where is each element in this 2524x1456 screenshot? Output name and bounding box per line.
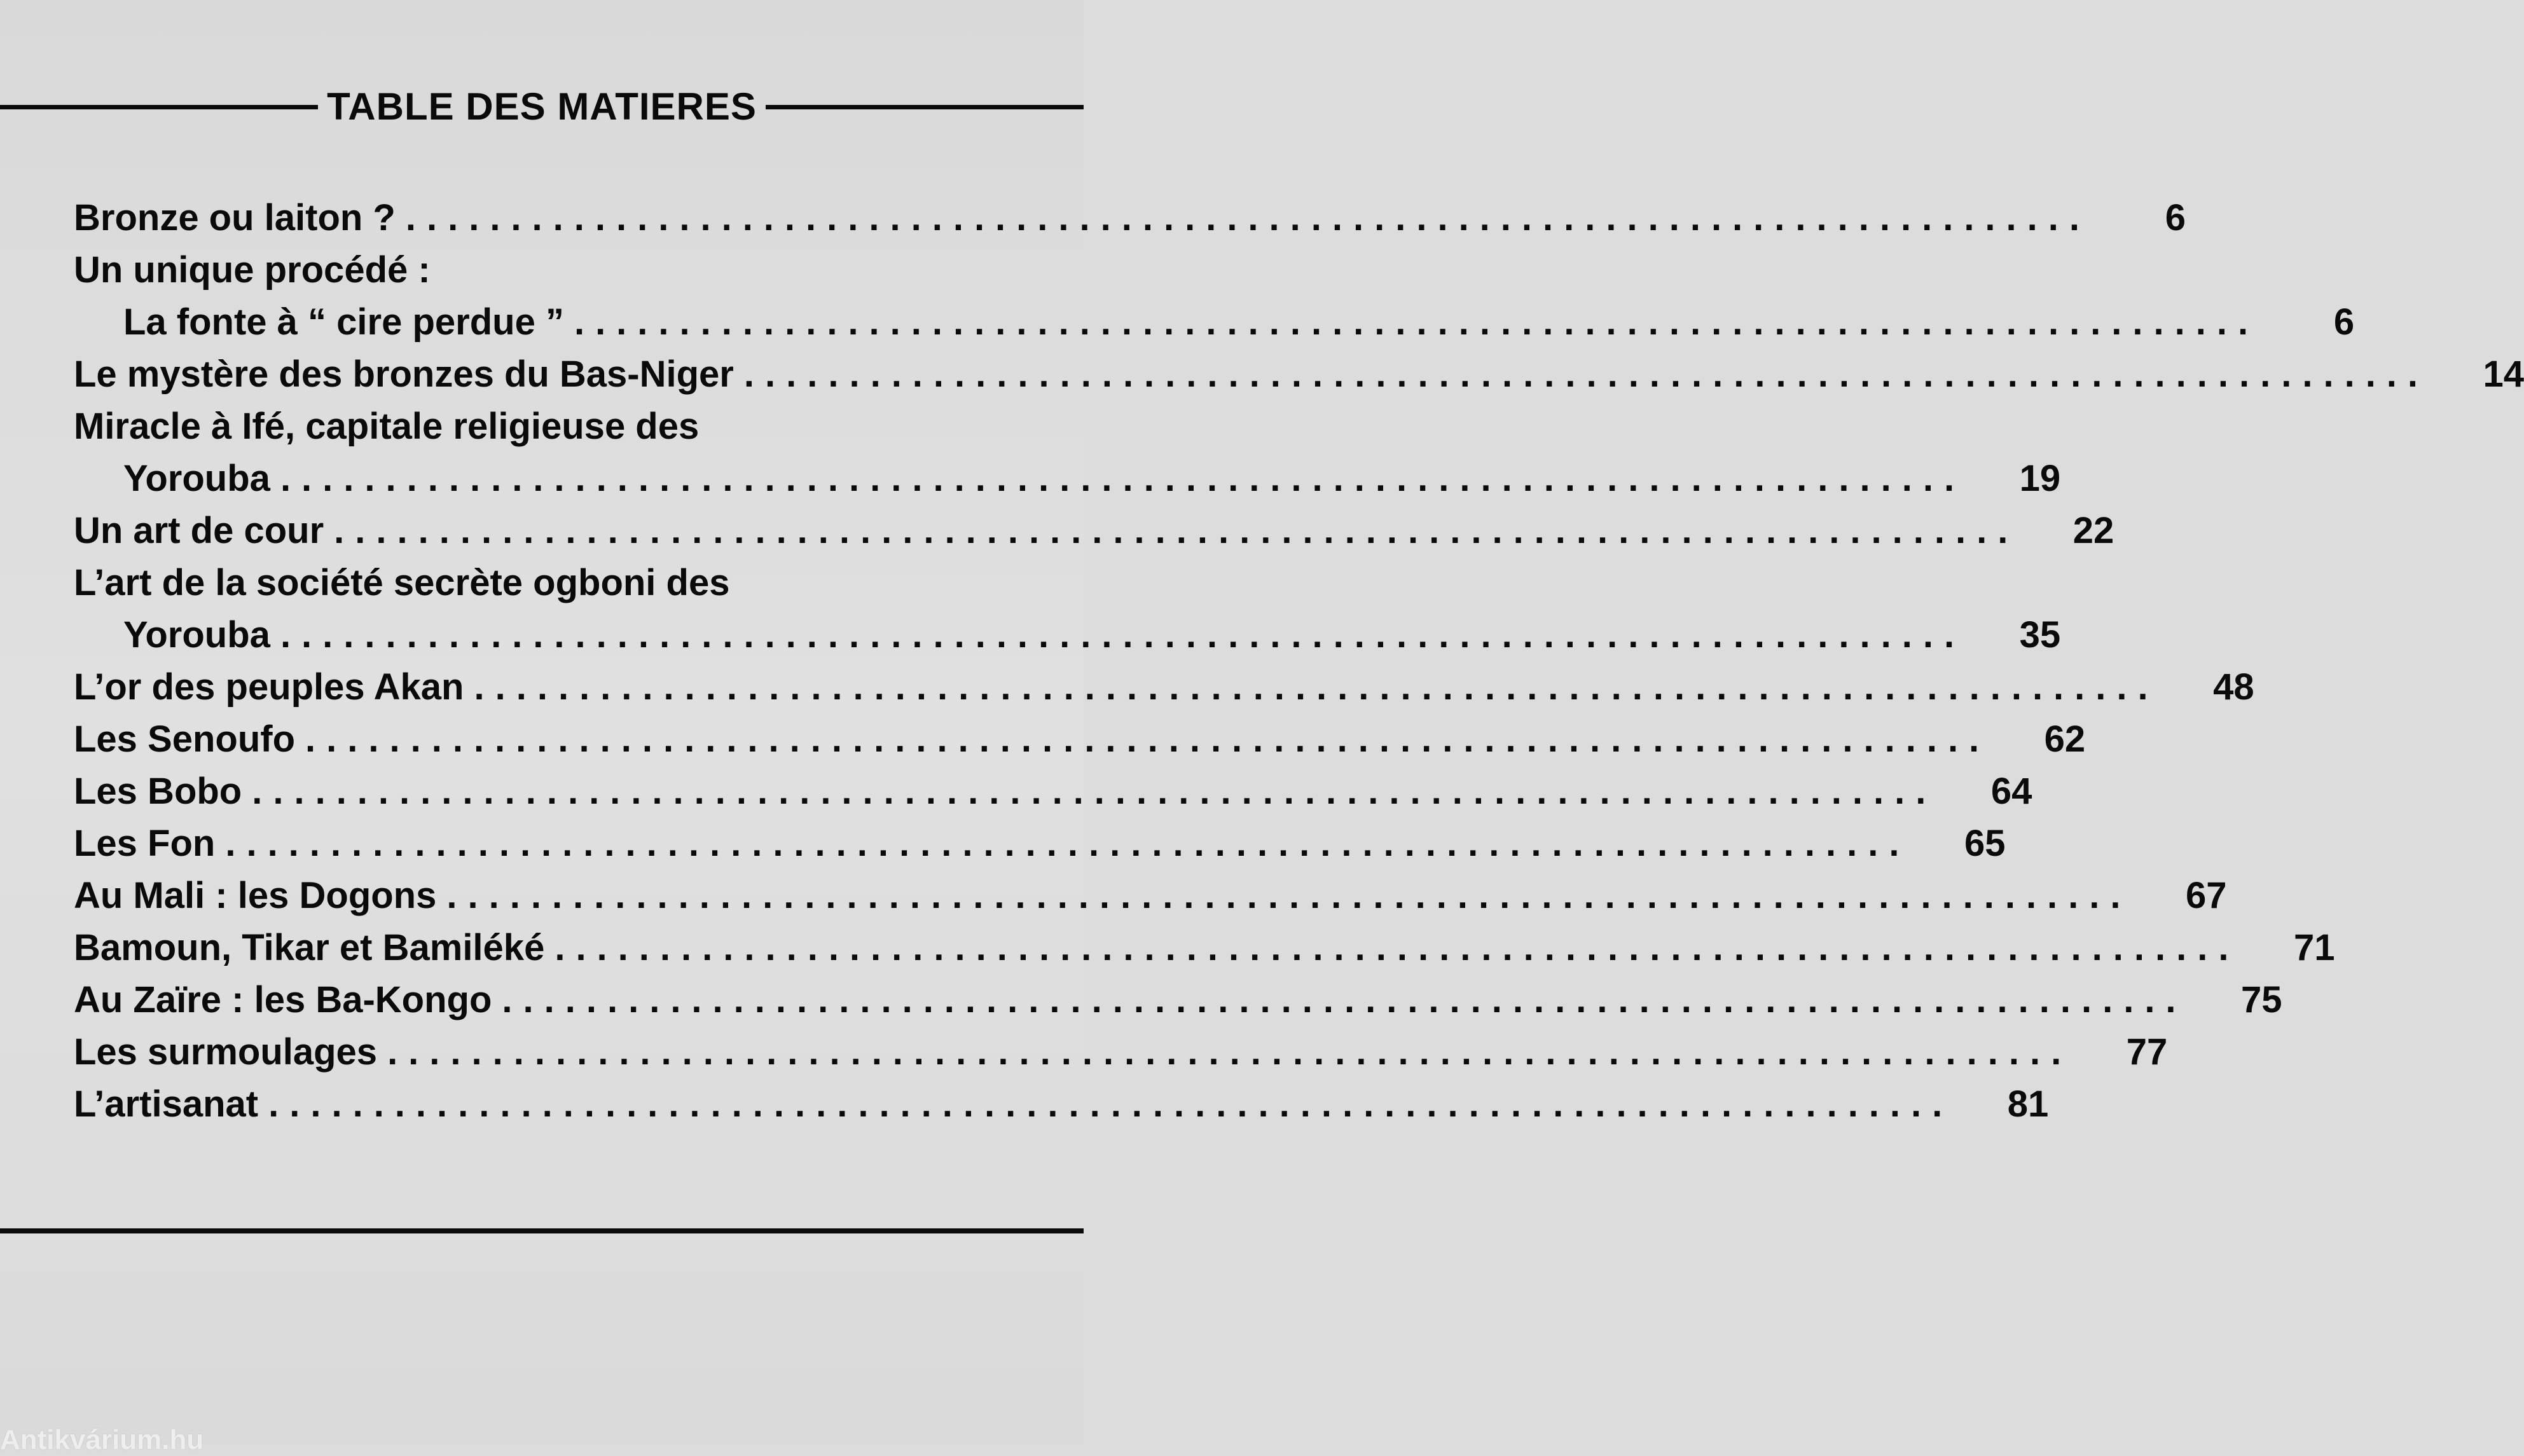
toc-entry-label: La fonte à “ cire perdue ” — [123, 301, 564, 343]
toc-entry — [74, 341, 2524, 395]
toc-entry — [74, 497, 2114, 551]
toc-dot-leader: ................................................................................ — [305, 718, 1990, 760]
toc-dot-leader: ................................................................................ — [268, 1083, 1954, 1125]
header-rule-right — [766, 105, 1084, 109]
toc-page-number: 6 — [2165, 197, 2186, 238]
toc-page-number: 6 — [2333, 301, 2355, 343]
toc-entry — [74, 654, 2254, 708]
toc-dot-leader: ................................................................................ — [225, 823, 1910, 864]
toc-entry-label: Les Senoufo — [74, 718, 296, 760]
toc-dot-leader: ................................................................................ — [743, 354, 2429, 395]
toc-dot-leader: ................................................................................ — [334, 510, 2019, 551]
toc-entry-label: Yorouba — [123, 458, 270, 499]
toc-entry-label: Miracle à Ifé, capitale religieuse des — [74, 406, 700, 447]
toc-dot-leader: ................................................................................ — [555, 927, 2240, 968]
toc-entry — [74, 706, 2086, 760]
toc-entry-label: Yorouba — [123, 614, 270, 656]
page-title: TABLE DES MATIERES — [327, 85, 757, 128]
toc-dot-leader: ................................................................................ — [405, 197, 2090, 238]
toc-page-number: 65 — [1964, 823, 2006, 864]
toc-dot-leader: ................................................................................ — [387, 1031, 2072, 1073]
toc-entry-label: Au Mali : les Dogons — [74, 875, 437, 916]
toc-page-number: 64 — [1990, 771, 2032, 812]
toc-entry — [74, 445, 2061, 499]
toc-dot-leader: ................................................................................ — [502, 979, 2187, 1020]
toc-entry — [74, 601, 2061, 656]
toc-entry — [74, 758, 2032, 812]
toc-page-number: 81 — [2007, 1083, 2049, 1125]
toc-entry-label: Les Bobo — [74, 771, 242, 812]
toc-entry-label: L’artisanat — [74, 1083, 259, 1125]
toc-entry-label: Bronze ou laiton ? — [74, 197, 396, 238]
toc-entry — [74, 1071, 2049, 1125]
toc-page-number: 48 — [2213, 666, 2254, 708]
toc-header — [0, 81, 1084, 132]
toc-entry — [74, 810, 2006, 864]
table-of-contents — [74, 184, 2524, 1125]
bottom-rule — [0, 1228, 1084, 1233]
toc-entry-label: L’or des peuples Akan — [74, 666, 464, 708]
header-rule-left — [0, 105, 318, 109]
toc-entry — [74, 862, 2227, 916]
toc-entry — [74, 966, 2282, 1020]
toc-page-number: 22 — [2072, 510, 2114, 551]
toc-entry-label: Les surmoulages — [74, 1031, 378, 1073]
toc-dot-leader: ................................................................................ — [574, 301, 2259, 343]
toc-entry — [74, 549, 996, 601]
toc-dot-leader: ................................................................................ — [474, 666, 2159, 708]
toc-entry-label: L’art de la société secrète ogboni des — [74, 562, 730, 603]
toc-entry-label: Bamoun, Tikar et Bamiléké — [74, 927, 545, 968]
toc-entry-label: Le mystère des bronzes du Bas-Niger — [74, 354, 734, 395]
toc-entry-label: Au Zaïre : les Ba-Kongo — [74, 979, 492, 1020]
toc-entry — [74, 393, 996, 445]
toc-page-number: 35 — [2019, 614, 2061, 656]
toc-entry — [74, 184, 2186, 238]
toc-entry-label: Un unique procédé : — [74, 249, 431, 291]
toc-page-number: 14 — [2483, 354, 2524, 395]
toc-entry — [74, 914, 2335, 968]
toc-entry — [74, 237, 996, 289]
toc-page-number: 19 — [2019, 458, 2061, 499]
toc-dot-leader: ................................................................................ — [252, 771, 1937, 812]
toc-page-number: 67 — [2186, 875, 2227, 916]
toc-page-number: 62 — [2044, 718, 2086, 760]
toc-entry-label: Un art de cour — [74, 510, 324, 551]
toc-dot-leader: ................................................................................ — [280, 614, 1966, 656]
toc-entry-label: Les Fon — [74, 823, 216, 864]
toc-page-number: 77 — [2126, 1031, 2168, 1073]
watermark: Antikvárium.hu — [0, 1424, 204, 1455]
toc-dot-leader: ................................................................................ — [280, 458, 1966, 499]
toc-page-number: 75 — [2241, 979, 2282, 1020]
toc-page-number: 71 — [2293, 927, 2335, 968]
toc-entry — [74, 289, 2355, 343]
toc-entry — [74, 1019, 2168, 1073]
toc-dot-leader: ................................................................................ — [446, 875, 2132, 916]
